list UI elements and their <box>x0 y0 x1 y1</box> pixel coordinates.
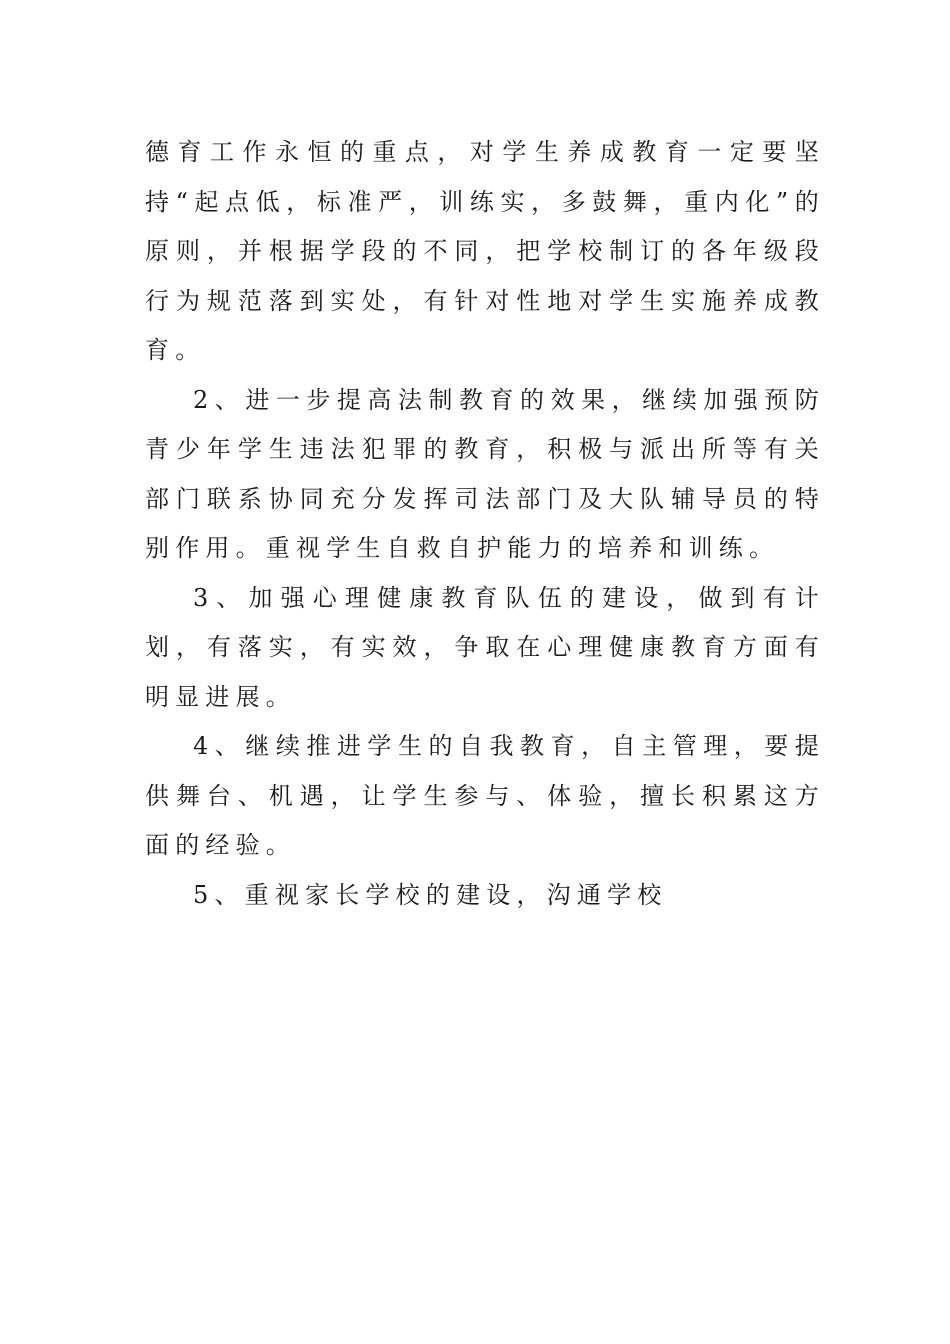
paragraph-item-3: 3、加强心理健康教育队伍的建设，做到有计划，有落实，有实效，争取在心理健康教育方面有明显进展。 <box>145 583 825 711</box>
paragraph-item-2: 2、进一步提高法制教育的效果，继续加强预防青少年学生违法犯罪的教育，积极与派出所等有关部门联系协同充分发挥司法部门及大队辅导员的特别作用。重视学生自救自护能力的培养和训练。 <box>145 385 825 562</box>
paragraph-item-4: 4、继续推进学生的自我教育，自主管理，要提供舞台、机遇，让学生参与、体验，擅长积累这方面的经验。 <box>145 732 825 859</box>
document-body <box>145 128 825 920</box>
paragraph-item-5: 5、重视家长学校的建设，沟通学校 <box>193 880 668 909</box>
paragraph-continued: 德育工作永恒的重点，对学生养成教育一定要坚持“起点低，标准严，训练实，多鼓舞，重内化”的原则，并根据学段的不同，把学校制订的各年级段行为规范落到实处，有针对性地对学生实施养成教育。 <box>145 138 825 364</box>
